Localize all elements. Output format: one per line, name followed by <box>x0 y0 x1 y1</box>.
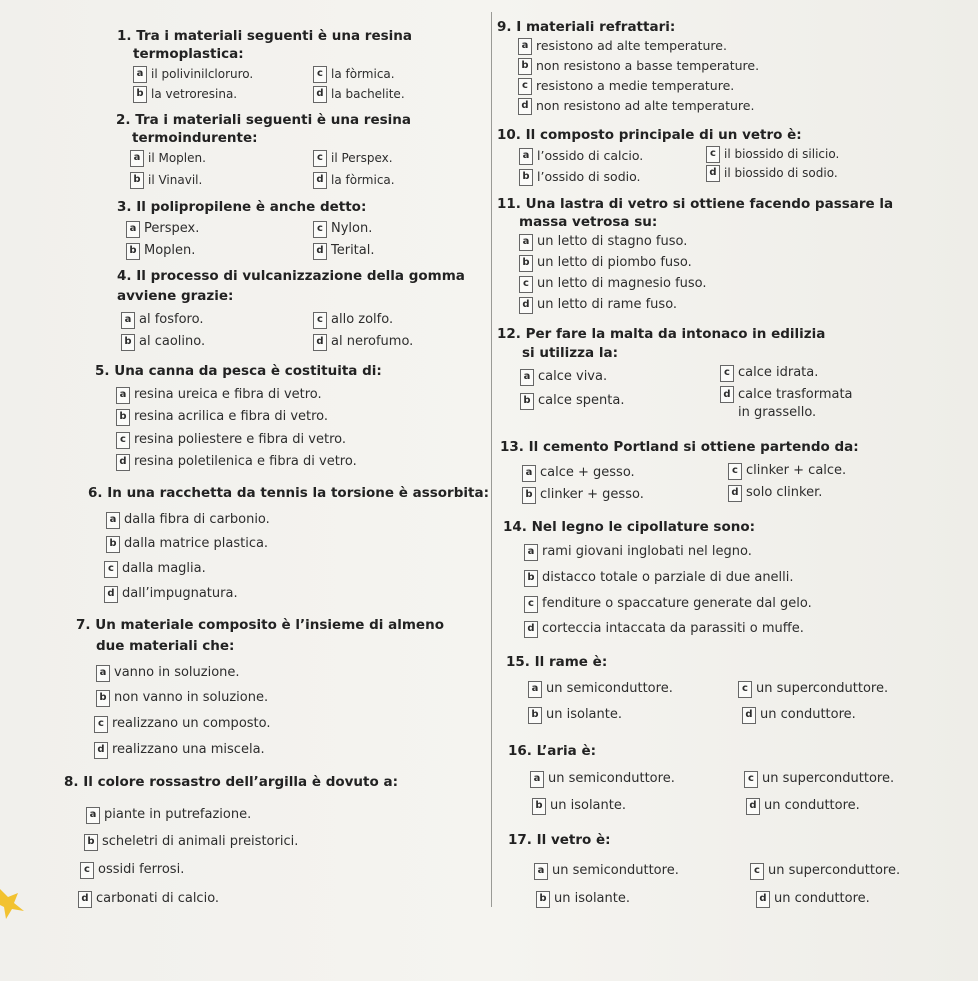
option-text: un semiconduttore. <box>552 863 679 878</box>
option-text: un superconduttore. <box>762 771 895 786</box>
question-number: 6. <box>88 485 103 501</box>
option-text: il polivinilcloruro. <box>151 67 254 81</box>
option-letter-box[interactable]: a <box>86 807 100 824</box>
option-text: un isolante. <box>554 891 630 906</box>
question-8-title <box>64 773 398 791</box>
question-13-title <box>500 438 859 456</box>
option-letter-box[interactable]: b <box>519 169 533 186</box>
q8-option-d[interactable] <box>78 890 219 908</box>
question-7-title-line2 <box>96 637 234 655</box>
question-text: Il cemento Portland si ottiene partendo da: <box>528 439 859 455</box>
option-letter-box[interactable]: c <box>313 66 327 83</box>
q14-option-a[interactable] <box>524 543 752 561</box>
question-4-title <box>117 267 465 285</box>
option-letter-box[interactable]: c <box>313 221 327 238</box>
option-letter-box[interactable]: b <box>522 487 536 504</box>
q3-option-d[interactable] <box>313 242 375 260</box>
question-1-title <box>117 27 412 45</box>
option-letter-box[interactable]: b <box>518 58 532 75</box>
option-text: fenditure o spaccature generate dal gelo. <box>542 596 812 611</box>
q13-option-b[interactable] <box>522 486 644 504</box>
option-text: in grassello. <box>738 405 817 420</box>
q16-option-a[interactable] <box>530 770 675 788</box>
q4-option-d[interactable] <box>313 333 413 351</box>
question-4-title-line2 <box>117 287 233 305</box>
option-text: resina poliestere e fibra di vetro. <box>134 432 346 447</box>
option-text: Terital. <box>331 243 375 258</box>
option-letter-box[interactable]: a <box>520 369 534 386</box>
q1-option-d[interactable] <box>313 85 405 103</box>
option-text: scheletri di animali preistorici. <box>102 834 299 849</box>
question-number: 1. <box>117 28 132 44</box>
option-letter-box[interactable]: a <box>126 221 140 238</box>
option-text: calce spenta. <box>538 393 625 408</box>
option-text: non vanno in soluzione. <box>114 690 269 705</box>
question-text: Il vetro è: <box>536 832 611 848</box>
question-text: Il polipropilene è anche detto: <box>136 199 367 215</box>
option-letter-box[interactable]: c <box>313 150 327 167</box>
q5-option-b[interactable] <box>116 408 328 426</box>
question-14-title <box>503 518 755 536</box>
option-letter-box[interactable]: c <box>94 716 108 733</box>
option-letter-box[interactable]: d <box>78 891 92 908</box>
q11-option-a[interactable] <box>519 233 687 251</box>
question-12-title-line2 <box>522 344 618 362</box>
question-number: 7. <box>76 617 91 633</box>
option-text: calce idrata. <box>738 365 819 380</box>
option-text: resina ureica e fibra di vetro. <box>134 387 322 402</box>
q15-option-a[interactable] <box>528 680 673 698</box>
option-letter-box[interactable]: a <box>121 312 135 329</box>
option-letter-box[interactable]: d <box>104 586 118 603</box>
option-text: carbonati di calcio. <box>96 891 220 906</box>
q2-option-b[interactable] <box>130 171 202 189</box>
q17-option-d[interactable] <box>756 890 870 908</box>
question-17-title <box>508 831 611 849</box>
option-letter-box[interactable]: a <box>519 148 533 165</box>
option-letter-box[interactable]: a <box>106 512 120 529</box>
option-letter-box[interactable]: a <box>133 66 147 83</box>
option-text: distacco totale o parziale di due anelli. <box>542 570 794 585</box>
q2-option-a[interactable] <box>130 149 206 167</box>
option-letter-box[interactable]: d <box>313 86 327 103</box>
q6-option-b[interactable] <box>106 535 268 553</box>
option-letter-box[interactable]: c <box>518 78 532 95</box>
option-letter-box[interactable]: c <box>313 312 327 329</box>
question-number: 3. <box>117 199 132 215</box>
question-number: 8. <box>64 774 79 790</box>
question-number: 5. <box>95 363 110 379</box>
option-letter-box[interactable]: d <box>313 243 327 260</box>
option-text: clinker + gesso. <box>540 487 644 502</box>
option-text: il Moplen. <box>148 151 206 165</box>
q12-option-c[interactable] <box>720 364 818 382</box>
option-letter-box[interactable]: c <box>706 146 720 163</box>
question-text: si utilizza la: <box>522 345 618 361</box>
question-text: avviene grazie: <box>117 288 234 304</box>
question-text: Il composto principale di un vetro è: <box>525 127 802 143</box>
option-letter-box[interactable]: b <box>133 86 147 103</box>
option-letter-box[interactable]: a <box>528 681 542 698</box>
option-text: il Vinavil. <box>148 173 203 187</box>
q1-option-a[interactable] <box>133 65 253 83</box>
question-number: 15. <box>506 654 530 670</box>
q10-option-d[interactable] <box>706 164 838 182</box>
option-text: un isolante. <box>550 798 626 813</box>
q12-option-b[interactable] <box>520 392 624 410</box>
option-text: solo clinker. <box>746 485 823 500</box>
option-letter-box[interactable]: a <box>522 465 536 482</box>
option-text: piante in putrefazione. <box>104 807 252 822</box>
q13-option-c[interactable] <box>728 462 846 480</box>
question-2-title <box>116 111 411 129</box>
question-number: 2. <box>116 112 131 128</box>
option-letter-box[interactable]: c <box>116 432 130 449</box>
option-text: ossidi ferrosi. <box>98 862 185 877</box>
question-text: Il colore rossastro dell’argilla è dovuto a: <box>83 774 398 790</box>
option-letter-box[interactable]: c <box>80 862 94 879</box>
option-text: vanno in soluzione. <box>114 665 240 680</box>
option-text: calce + gesso. <box>540 465 635 480</box>
option-text: rami giovani inglobati nel legno. <box>542 544 752 559</box>
q5-option-d[interactable] <box>116 453 357 471</box>
option-text: un letto di piombo fuso. <box>537 255 692 270</box>
question-6-title <box>88 484 489 502</box>
option-letter-box[interactable]: d <box>313 334 327 351</box>
q15-option-d[interactable] <box>742 706 856 724</box>
q5-option-c[interactable] <box>116 431 346 449</box>
option-letter-box[interactable]: b <box>121 334 135 351</box>
option-letter-box[interactable]: b <box>519 255 533 272</box>
option-letter-box[interactable]: d <box>94 742 108 759</box>
option-letter-box[interactable]: b <box>532 798 546 815</box>
option-letter-box[interactable]: b <box>116 409 130 426</box>
option-text: un conduttore. <box>774 891 870 906</box>
option-text: l’ossido di sodio. <box>537 169 641 184</box>
question-text: Una canna da pesca è costituita di: <box>114 363 382 379</box>
option-letter-box[interactable]: a <box>534 863 548 880</box>
option-letter-box[interactable]: b <box>126 243 140 260</box>
option-letter-box[interactable]: a <box>518 38 532 55</box>
q4-option-b[interactable] <box>121 333 205 351</box>
question-2-title-line2 <box>132 129 258 147</box>
option-letter-box[interactable]: d <box>706 165 720 182</box>
q6-option-d[interactable] <box>104 585 238 603</box>
option-letter-box[interactable]: b <box>106 536 120 553</box>
option-letter-box[interactable]: d <box>756 891 770 908</box>
option-text: l’ossido di calcio. <box>537 148 644 163</box>
q10-option-b[interactable] <box>519 168 641 186</box>
q16-option-d[interactable] <box>746 797 860 815</box>
option-text: un isolante. <box>546 707 622 722</box>
q9-option-b[interactable] <box>518 57 759 75</box>
option-text: dalla maglia. <box>122 561 206 576</box>
option-letter-box[interactable]: b <box>84 834 98 851</box>
question-number: 10. <box>497 127 521 143</box>
q16-option-c[interactable] <box>744 770 894 788</box>
option-letter-box[interactable]: c <box>720 365 734 382</box>
option-text: un conduttore. <box>764 798 860 813</box>
q14-option-c[interactable] <box>524 595 812 613</box>
question-3-title <box>117 198 366 216</box>
option-letter-box[interactable]: a <box>130 150 144 167</box>
option-text: Nylon. <box>331 221 373 236</box>
option-text: un superconduttore. <box>768 863 901 878</box>
question-number: 16. <box>508 743 532 759</box>
option-text: non resistono a basse temperature. <box>536 58 760 73</box>
q9-option-c[interactable] <box>518 77 734 95</box>
question-number: 12. <box>497 326 521 342</box>
q9-option-d[interactable] <box>518 97 754 115</box>
option-letter-box[interactable]: d <box>720 386 734 403</box>
question-text: massa vetrosa su: <box>519 214 658 230</box>
question-12-title <box>497 325 825 343</box>
option-text: dall’impugnatura. <box>122 586 238 601</box>
q12-option-d[interactable] <box>720 386 853 422</box>
option-letter-box[interactable]: c <box>519 276 533 293</box>
option-letter-box[interactable]: a <box>524 544 538 561</box>
q17-option-b[interactable] <box>536 890 630 908</box>
option-text: clinker + calce. <box>746 463 847 478</box>
q6-option-a[interactable] <box>106 511 270 529</box>
q3-option-b[interactable] <box>126 242 195 260</box>
option-letter-box[interactable]: c <box>744 771 758 788</box>
option-letter-box[interactable]: a <box>530 771 544 788</box>
option-text: il Perspex. <box>331 151 393 165</box>
option-text: un conduttore. <box>760 707 856 722</box>
option-text: Perspex. <box>144 221 200 236</box>
option-letter-box[interactable]: d <box>746 798 760 815</box>
option-letter-box[interactable]: c <box>750 863 764 880</box>
option-letter-box[interactable]: d <box>524 621 538 638</box>
option-letter-box[interactable]: b <box>536 891 550 908</box>
option-text: al fosforo. <box>139 312 204 327</box>
question-11-title-line2 <box>519 213 657 231</box>
option-letter-box[interactable]: c <box>524 596 538 613</box>
option-letter-box[interactable]: b <box>130 172 144 189</box>
option-text: il biossido di sodio. <box>724 166 838 180</box>
question-text: Nel legno le cipollature sono: <box>531 519 756 535</box>
option-text: la bachelite. <box>331 87 405 101</box>
question-11-title <box>497 195 893 213</box>
option-letter-box[interactable]: c <box>738 681 752 698</box>
q4-option-c[interactable] <box>313 311 393 329</box>
option-text: un superconduttore. <box>756 681 889 696</box>
question-16-title <box>508 742 596 760</box>
q17-option-c[interactable] <box>750 862 900 880</box>
option-letter-box[interactable]: d <box>728 485 742 502</box>
option-text: corteccia intaccata da parassiti o muffe. <box>542 621 804 636</box>
question-text: I materiali refrattari: <box>516 19 676 35</box>
question-5-title <box>95 362 382 380</box>
question-number: 14. <box>503 519 527 535</box>
question-text: L’aria è: <box>536 743 597 759</box>
question-text: Una lastra di vetro si ottiene facendo passare la <box>525 196 894 212</box>
q5-option-a[interactable] <box>116 386 322 404</box>
option-text: dalla matrice plastica. <box>124 536 269 551</box>
question-1-title-line2 <box>133 45 244 63</box>
option-text: al nerofumo. <box>331 334 414 349</box>
option-letter-box[interactable]: a <box>96 665 110 682</box>
q12-option-a[interactable] <box>520 368 607 386</box>
question-text: Per fare la malta da intonaco in edilizia <box>525 326 826 342</box>
q14-option-d[interactable] <box>524 620 804 638</box>
option-letter-box[interactable]: d <box>519 297 533 314</box>
option-text-block <box>738 386 853 422</box>
question-number: 4. <box>117 268 132 284</box>
q8-option-b[interactable] <box>84 833 298 851</box>
q10-option-a[interactable] <box>519 147 643 165</box>
option-letter-box[interactable]: a <box>116 387 130 404</box>
q11-option-d[interactable] <box>519 296 677 314</box>
q7-option-c[interactable] <box>94 715 271 733</box>
option-letter-box[interactable]: b <box>520 393 534 410</box>
question-text: Il processo di vulcanizzazione della gomma <box>136 268 465 284</box>
question-text: Un materiale composito è l’insieme di almeno <box>95 617 444 633</box>
option-text: il biossido di silicio. <box>724 147 840 161</box>
option-text: un letto di rame fuso. <box>537 297 678 312</box>
question-text: Tra i materiali seguenti è una resina <box>135 112 411 128</box>
question-text: In una racchetta da tennis la torsione è assorbita: <box>107 485 489 501</box>
q13-option-d[interactable] <box>728 484 822 502</box>
q11-option-b[interactable] <box>519 254 692 272</box>
q17-option-a[interactable] <box>534 862 679 880</box>
option-letter-box[interactable]: d <box>116 454 130 471</box>
option-text: non resistono ad alte temperature. <box>536 98 755 113</box>
option-letter-box[interactable]: b <box>96 690 110 707</box>
q6-option-c[interactable] <box>104 560 206 578</box>
question-number: 9. <box>497 19 512 35</box>
option-letter-box[interactable]: c <box>104 561 118 578</box>
q3-option-a[interactable] <box>126 220 199 238</box>
q9-option-a[interactable] <box>518 37 727 55</box>
option-text: la fòrmica. <box>331 67 395 81</box>
option-letter-box[interactable]: d <box>518 98 532 115</box>
option-letter-box[interactable]: d <box>742 707 756 724</box>
question-number: 11. <box>497 196 521 212</box>
option-text: realizzano un composto. <box>112 716 271 731</box>
question-text: Il rame è: <box>534 654 608 670</box>
option-text: dalla fibra di carbonio. <box>124 512 270 527</box>
question-text: Tra i materiali seguenti è una resina <box>136 28 412 44</box>
option-letter-box[interactable]: b <box>524 570 538 587</box>
option-text: realizzano una miscela. <box>112 742 265 757</box>
q8-option-a[interactable] <box>86 806 251 824</box>
option-text: resina poletilenica e fibra di vetro. <box>134 454 357 469</box>
option-text: calce viva. <box>538 369 608 384</box>
q2-option-c[interactable] <box>313 149 393 167</box>
question-7-title <box>76 616 444 634</box>
question-10-title <box>497 126 802 144</box>
option-text: al caolino. <box>139 334 206 349</box>
question-15-title <box>506 653 607 671</box>
option-text: un letto di magnesio fuso. <box>537 276 707 291</box>
option-letter-box[interactable]: b <box>528 707 542 724</box>
question-text: due materiali che: <box>96 638 235 654</box>
q7-option-a[interactable] <box>96 664 240 682</box>
q7-option-d[interactable] <box>94 741 265 759</box>
option-text: un letto di stagno fuso. <box>537 234 688 249</box>
q11-option-c[interactable] <box>519 275 707 293</box>
question-text: termoindurente: <box>132 130 258 146</box>
option-text: Moplen. <box>144 243 196 258</box>
q8-option-c[interactable] <box>80 861 184 879</box>
option-text: resistono a medie temperature. <box>536 78 735 93</box>
option-text: resina acrilica e fibra di vetro. <box>134 409 329 424</box>
option-letter-box[interactable]: c <box>728 463 742 480</box>
q2-option-d[interactable] <box>313 171 395 189</box>
q10-option-c[interactable] <box>706 145 839 163</box>
q7-option-b[interactable] <box>96 689 268 707</box>
question-number: 17. <box>508 832 532 848</box>
question-9-title <box>497 18 675 36</box>
option-text: calce trasformata <box>738 387 853 402</box>
option-text: la vetroresina. <box>151 87 238 101</box>
q1-option-b[interactable] <box>133 85 237 103</box>
option-text: allo zolfo. <box>331 312 394 327</box>
q13-option-a[interactable] <box>522 464 635 482</box>
option-letter-box[interactable]: a <box>519 234 533 251</box>
column-divider <box>491 12 492 907</box>
option-letter-box[interactable]: d <box>313 172 327 189</box>
option-text: un semiconduttore. <box>546 681 673 696</box>
q16-option-b[interactable] <box>532 797 626 815</box>
q4-option-a[interactable] <box>121 311 203 329</box>
q15-option-b[interactable] <box>528 706 622 724</box>
q3-option-c[interactable] <box>313 220 372 238</box>
star-icon <box>0 885 26 921</box>
q14-option-b[interactable] <box>524 569 794 587</box>
question-text: termoplastica: <box>133 46 244 62</box>
option-text: un semiconduttore. <box>548 771 675 786</box>
q15-option-c[interactable] <box>738 680 888 698</box>
option-text: resistono ad alte temperature. <box>536 38 727 53</box>
q1-option-c[interactable] <box>313 65 395 83</box>
question-number: 13. <box>500 439 524 455</box>
option-text: la fòrmica. <box>331 173 395 187</box>
